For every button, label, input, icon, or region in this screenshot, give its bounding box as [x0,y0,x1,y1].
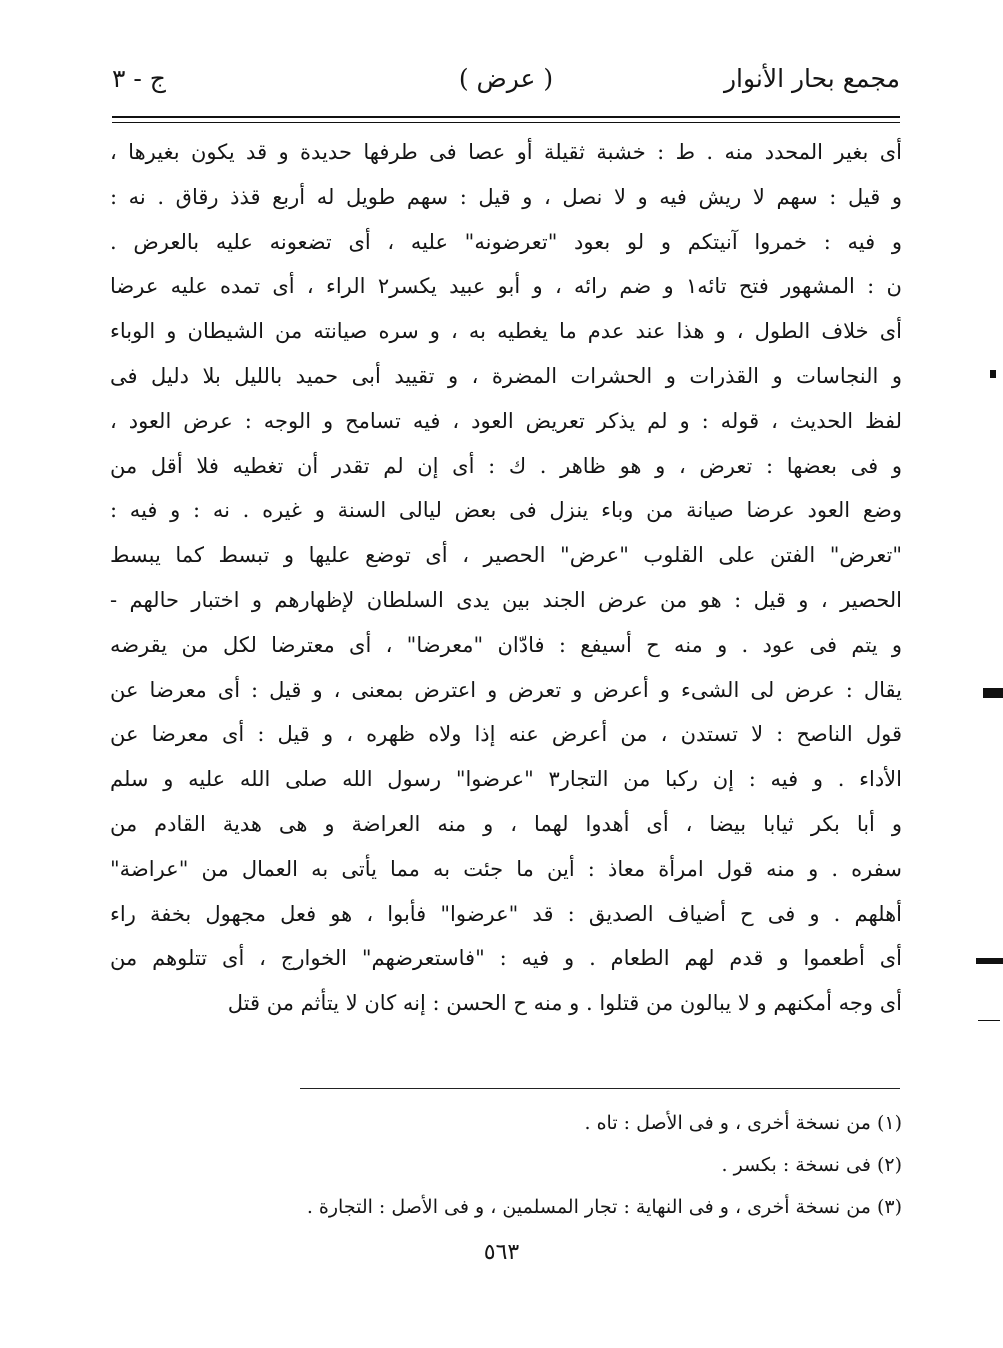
footnote: (٢) فى نسخة : بكسر . [721,1154,902,1176]
text-line: أى بغير المحدد منه . ط : خشبة ثقيلة أو عصا فى طرفها حديدة و قد يكون بغيرها ، [110,140,902,164]
text-line: أى خلاف الطول ، و هذا عند عدم ما يغطيه به ، و سره صيانته من الشيطان و الوباء [110,319,902,344]
text-line: الحصير ، و قيل : هو من عرض الجند بين يدى السلطان لإظهارهم و اختبار حالهم - [110,587,902,612]
text-line: و يتم فى عود . و منه ح أسيفع : فادّان "معرضا" ، أى معترضا لكل من يقرضه [110,632,902,657]
header-rule [112,116,900,123]
entry-word: ( عرض ) [458,64,554,93]
text-line: سفره . و منه قول امرأة معاذ : أين ما جئت به مما يأتى به العمال من "عراضة" [110,856,902,881]
footnote-rule [300,1088,900,1089]
page-number: ٥٦٣ [483,1240,520,1265]
footnote: (٣) من نسخة أخرى ، و فى النهاية : تجار المسلمين ، و فى الأصل : التجارة . [306,1196,902,1218]
footnote: (١) من نسخة أخرى ، و فى الأصل : تاه . [584,1112,902,1134]
text-line: ن : المشهور فتح تائه١ و ضم رائه ، و أبو عبيد يكسر٢ الراء ، أى تمده عليه عرضا [110,274,902,299]
volume-label: ج - ٣ [112,64,166,93]
text-line: و فى بعضها : تعرض ، و هو ظاهر . ك : أى إن لم تقدر أن تغطيه فلا أقل من [110,453,902,478]
text-line: وضع العود عرضا صيانة من وباء ينزل فى بعض ليالى السنة و غيره . نه : و فيه : [110,498,902,523]
scan-mark [990,370,996,378]
text-line: "تعرض" الفتن على القلوب "عرض" الحصير ، أى توضع عليها و تبسط كما يبسط [110,543,902,568]
text-line: أى وجه أمكنهم و لا يبالون من قتلوا . و منه ح الحسن : إنه كان لا يتأثم من قتل [227,991,902,1016]
main-text [110,130,902,1026]
text-line: و النجاسات و القذرات و الحشرات المضرة ، و تقييد أبى حميد بالليل بلا دليل فى [110,363,902,388]
text-line: يقال : عرض لى الشىء و أعرض و تعرض و اعترض بمعنى ، و قيل : أى معرضا عن [110,677,902,702]
running-header [112,60,900,110]
text-line: أهلهم . و فى ح أضياف الصديق : قد "عرضوا" فأبوا ، هو فعل مجهول بخفة راء [110,901,902,926]
text-line: الأداء . و فيه : إن ركبا من التجار٣ "عرضوا" رسول الله صلى الله عليه و سلم [110,767,902,792]
book-title: مجمع بحار الأنوار [723,64,900,93]
scan-mark [983,688,1003,698]
scan-mark [978,1020,1000,1021]
text-line: لفظ الحديث ، قوله : و لم يذكر تعريض العود ، فيه تسامح و الوجه : عرض العود ، [110,408,902,433]
text-line: و أبا بكر ثيابا بيضا ، أى أهدوا لهما ، و منه العراضة و هى هدية القادم من [110,811,902,836]
scan-mark [976,958,1003,964]
text-line: و قيل : سهم لا ريش فيه و لا نصل ، و قيل : سهم طويل له أربع قذذ رقاق . نه : [110,184,902,209]
text-line: أى أطعموا و قدم لهم الطعام . و فيه : "فاستعرضهم" الخوارج ، أى تتلوهم من [110,946,902,971]
text-line: و فيه : خمروا آنيتكم و لو بعود "تعرضونه" عليه ، أى تضعونه عليه بالعرض . [110,229,902,254]
footnotes [110,1102,902,1228]
text-line: قول الناصح : لا تستدن ، من أعرض عنه إذا ولاه ظهره ، و قيل : أى معرضا عن [110,722,902,747]
